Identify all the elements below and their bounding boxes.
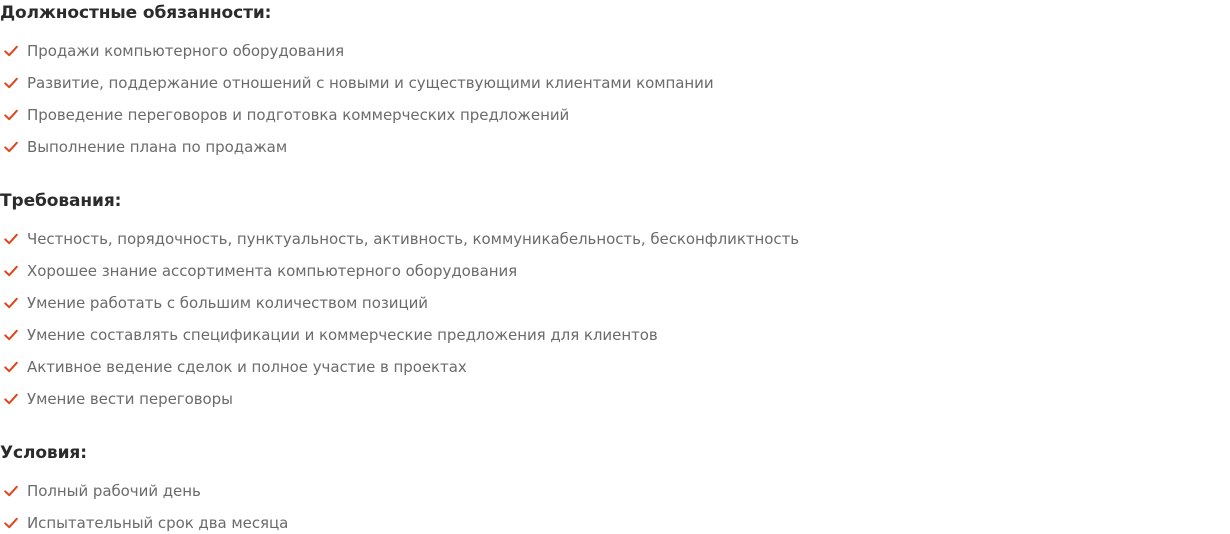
list-item-text: Полный рабочий день — [27, 482, 201, 500]
list-item — [0, 388, 233, 410]
list-item-text: Хорошее знание ассортимента компьютерного оборудования — [27, 262, 518, 280]
section-title-duties: Должностные обязанности: — [0, 3, 272, 23]
list-item-text: Умение составлять спецификации и коммерческие предложения для клиентов — [27, 326, 658, 344]
check-icon — [3, 391, 19, 407]
check-icon — [3, 139, 19, 155]
check-icon — [3, 107, 19, 123]
check-icon — [3, 263, 19, 279]
list-item-text: Продажи компьютерного оборудования — [27, 42, 345, 60]
check-icon — [3, 295, 19, 311]
list-item-text: Выполнение плана по продажам — [27, 138, 288, 156]
list-item — [0, 104, 569, 126]
list-item-text: Активное ведение сделок и полное участие в проектах — [27, 358, 467, 376]
list-item — [0, 512, 288, 534]
list-item-text: Умение вести переговоры — [27, 390, 233, 408]
list-item — [0, 324, 658, 346]
section-title-conditions: Условия: — [0, 443, 87, 463]
check-icon — [3, 231, 19, 247]
list-item — [0, 260, 517, 282]
list-item — [0, 356, 467, 378]
list-item — [0, 292, 428, 314]
list-item — [0, 228, 799, 250]
check-icon — [3, 359, 19, 375]
section-title-requirements: Требования: — [0, 191, 122, 211]
list-item — [0, 480, 201, 502]
list-item — [0, 40, 344, 62]
list-item-text: Честность, порядочность, пунктуальность, активность, коммуникабельность, бесконфликтность — [27, 230, 800, 248]
list-item-text: Умение работать с большим количеством позиций — [27, 294, 429, 312]
check-icon — [3, 515, 19, 531]
check-icon — [3, 43, 19, 59]
list-item-text: Проведение переговоров и подготовка коммерческих предложений — [27, 106, 570, 124]
check-icon — [3, 483, 19, 499]
check-icon — [3, 327, 19, 343]
check-icon — [3, 75, 19, 91]
list-item — [0, 72, 714, 94]
list-item-text: Испытательный срок два месяца — [27, 514, 289, 532]
list-item — [0, 136, 287, 158]
list-item-text: Развитие, поддержание отношений с новыми и существующими клиентами компании — [27, 74, 714, 92]
